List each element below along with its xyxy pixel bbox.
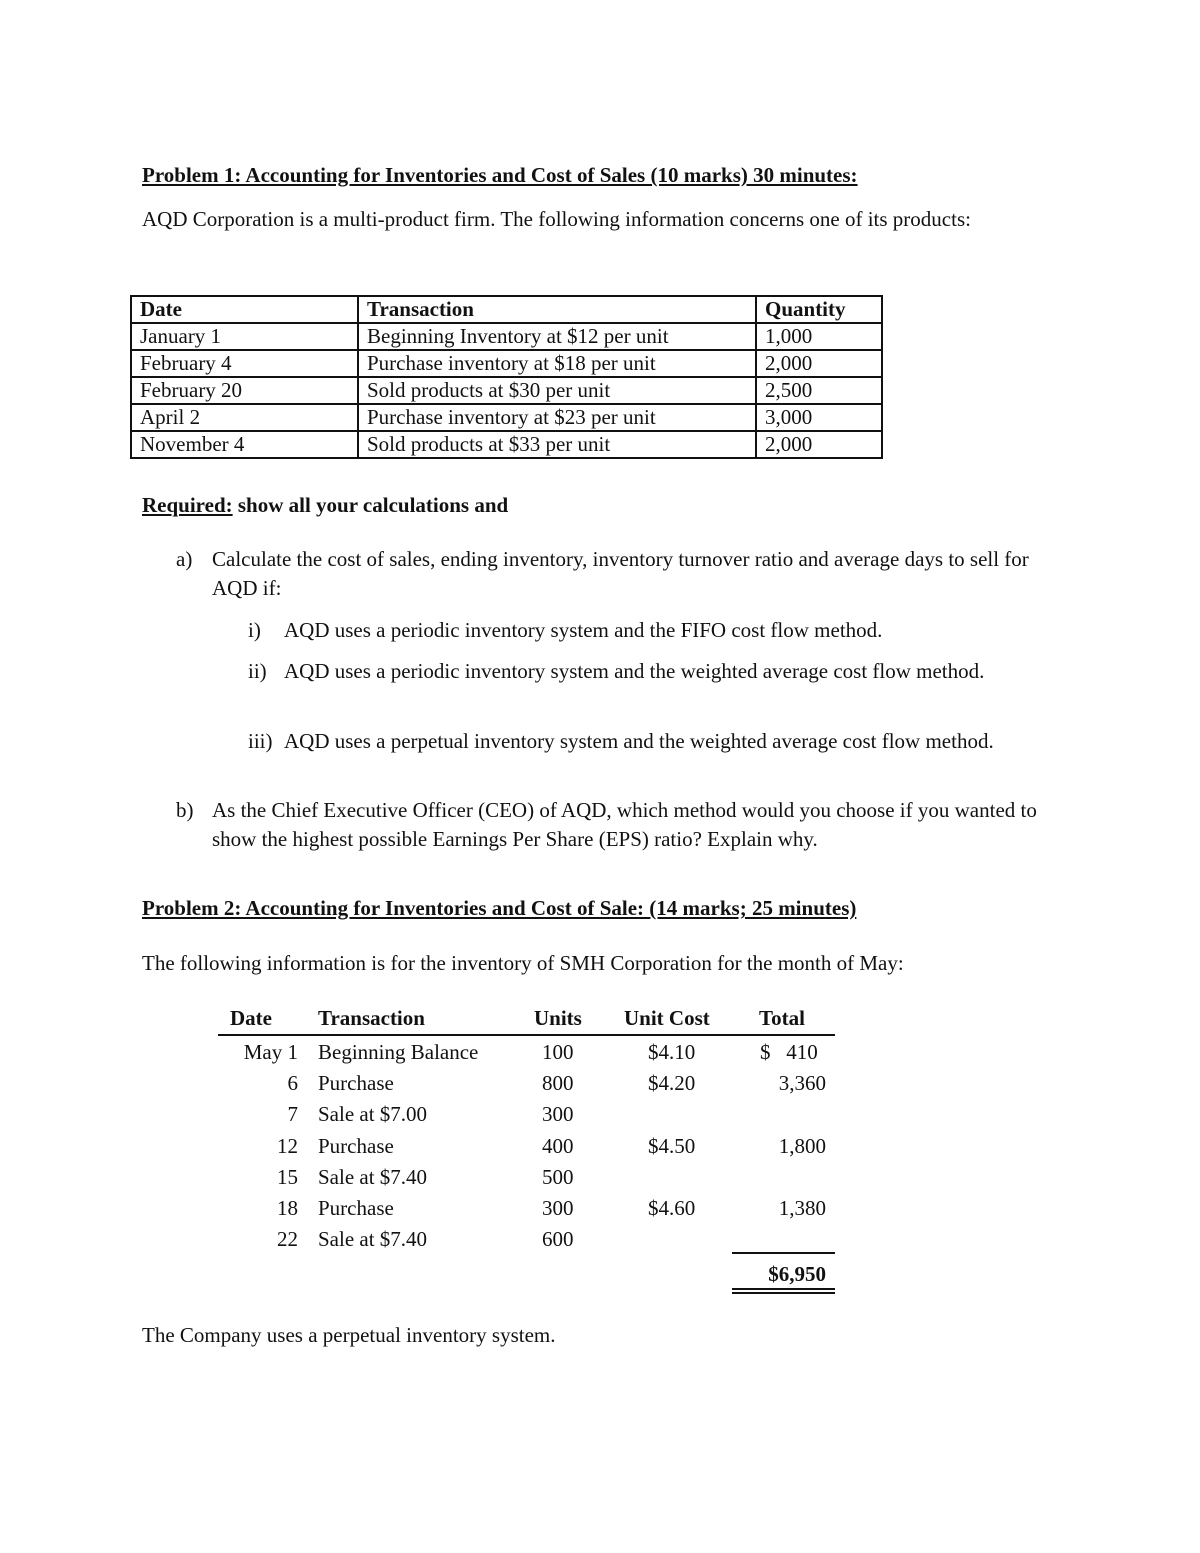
cell-quantity: 2,500 — [756, 377, 882, 404]
header-transaction: Transaction — [358, 296, 756, 323]
cell-units: 300 — [542, 1102, 574, 1126]
problem1-table — [130, 295, 883, 459]
cell-total: 3,360 — [778, 1071, 826, 1095]
cell-transaction: Beginning Balance — [318, 1040, 479, 1064]
header-units: Units — [534, 1006, 582, 1030]
question-text: As the Chief Executive Officer (CEO) of AQD, which method would you choose if you wanted to show the highest possible Earnings Per Share (EPS) ratio? Explain why. — [212, 798, 1037, 851]
cell-quantity: 3,000 — [756, 404, 882, 431]
problem2-heading: Problem 2: Accounting for Inventories and Cost of Sale: (14 marks; 25 minutes) — [142, 896, 857, 920]
cell-total: 1,800 — [778, 1134, 826, 1158]
question-marker: ii) — [248, 659, 267, 683]
header-quantity: Quantity — [756, 296, 882, 323]
cell-date: May 1 — [243, 1040, 298, 1064]
problem1-intro: AQD Corporation is a multi-product firm. The following information concerns one of its products: — [142, 207, 971, 231]
cell-transaction: Purchase inventory at $23 per unit — [358, 404, 756, 431]
cell-unit-cost: $4.20 — [648, 1071, 696, 1095]
double-underline — [732, 1292, 835, 1294]
header-date: Date — [230, 1006, 272, 1030]
question-a — [176, 545, 1066, 605]
cell-units: 100 — [542, 1040, 574, 1064]
cell-date: April 2 — [131, 404, 358, 431]
cell-total: 1,380 — [778, 1196, 826, 1220]
table-row — [131, 377, 882, 404]
cell-transaction: Beginning Inventory at $12 per unit — [358, 323, 756, 350]
header-date: Date — [131, 296, 358, 323]
header-total: Total — [759, 1006, 805, 1030]
table-row — [131, 404, 882, 431]
header-transaction: Transaction — [318, 1006, 425, 1030]
problem2-footer: The Company uses a perpetual inventory system. — [142, 1323, 556, 1347]
cell-units: 500 — [542, 1165, 574, 1189]
cell-quantity: 1,000 — [756, 323, 882, 350]
problem2-intro: The following information is for the inventory of SMH Corporation for the month of May: — [142, 951, 904, 975]
question-text: AQD uses a perpetual inventory system and the weighted average cost flow method. — [284, 729, 994, 753]
question-marker: iii) — [248, 729, 273, 753]
required-text: show all your calculations and — [232, 493, 509, 517]
cell-date: 22 — [277, 1227, 298, 1251]
cell-transaction: Purchase — [318, 1071, 394, 1095]
question-marker: a) — [176, 547, 193, 571]
cell-transaction: Purchase — [318, 1134, 394, 1158]
cell-date: 7 — [287, 1102, 298, 1126]
double-underline — [732, 1288, 835, 1290]
cell-transaction: Sold products at $30 per unit — [358, 377, 756, 404]
cell-date: February 20 — [131, 377, 358, 404]
cell-date: 18 — [277, 1196, 298, 1220]
question-b — [176, 796, 1066, 856]
cell-transaction: Purchase — [318, 1196, 394, 1220]
question-marker: b) — [176, 798, 194, 822]
cell-units: 600 — [542, 1227, 574, 1251]
cell-unit-cost: $4.60 — [648, 1196, 696, 1220]
question-a-ii — [248, 657, 1048, 717]
question-text: AQD uses a periodic inventory system and the FIFO cost flow method. — [284, 618, 883, 642]
cell-transaction: Sale at $7.40 — [318, 1227, 428, 1251]
question-a-iii — [248, 727, 1048, 787]
header-unit-cost: Unit Cost — [624, 1006, 710, 1030]
cell-transaction: Sold products at $33 per unit — [358, 431, 756, 458]
cell-transaction: Sale at $7.40 — [318, 1165, 428, 1189]
cell-transaction: Purchase inventory at $18 per unit — [358, 350, 756, 377]
cell-transaction: Sale at $7.00 — [318, 1102, 428, 1126]
cell-units: 300 — [542, 1196, 574, 1220]
question-text: AQD uses a periodic inventory system and the weighted average cost flow method. — [284, 659, 985, 683]
table-row — [131, 431, 882, 458]
cell-date: January 1 — [131, 323, 358, 350]
grand-total: $6,950 — [768, 1262, 826, 1286]
required-line — [142, 493, 508, 518]
cell-quantity: 2,000 — [756, 431, 882, 458]
problem2-table — [218, 1006, 838, 1306]
cell-date: 15 — [277, 1165, 298, 1189]
total-rule — [732, 1252, 835, 1254]
cell-date: November 4 — [131, 431, 358, 458]
cell-units: 800 — [542, 1071, 574, 1095]
question-marker: i) — [248, 618, 261, 642]
cell-total: $ 410 — [760, 1040, 818, 1064]
table-header-row — [131, 296, 882, 323]
cell-units: 400 — [542, 1134, 574, 1158]
question-a-i — [248, 616, 1048, 646]
table-row — [131, 350, 882, 377]
cell-unit-cost: $4.10 — [648, 1040, 696, 1064]
question-text: Calculate the cost of sales, ending inventory, inventory turnover ratio and average days to sell for AQD if: — [212, 547, 1029, 600]
problem1-heading: Problem 1: Accounting for Inventories and Cost of Sales (10 marks) 30 minutes: — [142, 163, 858, 187]
cell-date: 12 — [277, 1134, 298, 1158]
cell-date: 6 — [287, 1071, 298, 1095]
required-label: Required: — [142, 493, 233, 517]
cell-quantity: 2,000 — [756, 350, 882, 377]
header-underline — [218, 1034, 835, 1036]
cell-unit-cost: $4.50 — [648, 1134, 696, 1158]
cell-date: February 4 — [131, 350, 358, 377]
table-row — [131, 323, 882, 350]
